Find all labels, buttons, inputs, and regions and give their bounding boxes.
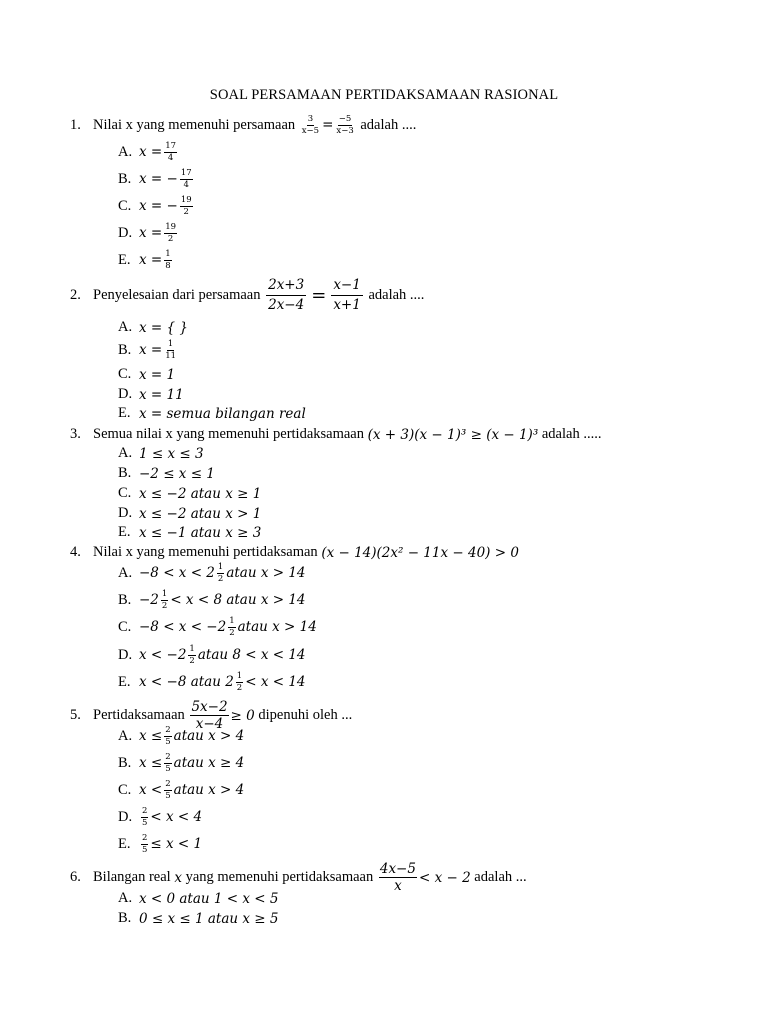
option-3a[interactable]: A. 1 ≤ x ≤ 3 [118,445,204,462]
option-3d[interactable]: D. x ≤ −2 atau x > 1 [118,505,262,522]
option-1b[interactable]: B. x = − $\frac{17}{4}$ [118,168,192,190]
fraction: $\frac{1}{11}$ [165,339,177,361]
question-tail: adalah .... [360,116,417,133]
option-5e[interactable]: E. $\frac{2}{5}$ ≤ x < 1 [118,833,203,855]
question-number: 5. [70,707,81,724]
question-number: 6. [70,869,81,886]
option-4b[interactable]: B. −2 $\frac{1}{2}$ < x < 8 atau x > 14 [118,589,306,611]
question-text: Nilai x yang memenuhi persamaan [93,116,296,133]
fraction: $\frac{1}{2}$ [189,644,195,666]
question-3 [70,426,728,443]
inequality: (x + 3)(x − 1)³ ≥ (x − 1)³ [367,426,539,443]
fraction: $\frac{17}{4}$ [165,141,177,163]
question-text: Penyelesaian dari persamaan [93,286,261,303]
question-1: 1. Nilai x yang memenuhi persamaan $\frac{3}{x-5}$ = $\frac{-5}{x-3}$ adalah .... [70,114,417,136]
question-number: 4. [70,544,81,560]
option-3c[interactable]: C. x ≤ −2 atau x ≥ 1 [118,485,262,502]
fraction: $\frac{1}{2}$ [217,562,224,584]
fraction: $\frac{2}{5}$ [142,806,148,828]
option-4a[interactable]: A. −8 < x < 2 $\frac{1}{2}$ atau x > 14 [118,562,306,584]
option-1d[interactable]: D. x = $\frac{19}{2}$ [118,222,177,244]
question-tail: adalah ..... [541,426,602,442]
option-2c[interactable]: C. x = 1 [118,366,176,383]
question-text: Nilai x yang memenuhi pertidaksaman [93,544,318,560]
question-6: 6. Bilangan real x yang memenuhi pertidaksamaan $\frac{4x-5}{x}$ < x − 2 adalah ... [70,861,527,895]
question-number: 3. [70,426,81,442]
fraction: $\frac{1}{2}$ [229,616,235,638]
option-5a[interactable]: A. x ≤ $\frac{2}{5}$ atau x > 4 [118,725,245,747]
option-5c[interactable]: C. x < $\frac{2}{5}$ atau x > 4 [118,779,245,801]
fraction: $\frac{1}{2}$ [161,589,168,611]
question-tail: dipenuhi oleh ... [258,707,353,724]
option-3b[interactable]: B. −2 ≤ x ≤ 1 [118,465,215,482]
question-2: 2. Penyelesaian dari persamaan $\frac{2x+3}{2x-4}$ = $\frac{x-1}{x+1}$ adalah .... [70,277,425,313]
option-1a[interactable]: A. x = $\frac{17}{4}$ [118,141,177,163]
fraction: $\frac{17}{4}$ [180,168,192,190]
option-2b[interactable]: B. x = $\frac{1}{11}$ [118,339,177,361]
option-6a[interactable]: A. x < 0 atau 1 < x < 5 [118,890,279,907]
question-text: Bilangan real [93,869,171,886]
question-text: Semua nilai x yang memenuhi pertidaksamaan [93,426,364,442]
fraction: $\frac{x-1}{x+1}$ [333,277,361,313]
option-1e[interactable]: E. x = $\frac{1}{8}$ [118,249,171,271]
option-3e[interactable]: E. x ≤ −1 atau x ≥ 3 [118,524,262,541]
question-text: Pertidaksamaan [93,707,185,724]
fraction: $\frac{2}{5}$ [142,833,148,855]
question-4 [70,544,728,561]
fraction: $\frac{-5}{x-3}$ [336,114,354,136]
option-2e[interactable]: E. x = semua bilangan real [118,405,306,422]
fraction: $\frac{4x-5}{x}$ [379,861,416,895]
option-4e[interactable]: E. x < −8 atau 2 $\frac{1}{2}$ < x < 14 [118,671,306,693]
inequality: (x − 14)(2x² − 11x − 40) > 0 [321,544,519,561]
fraction: $\frac{1}{2}$ [236,671,243,693]
question-number: 1. [70,116,81,133]
question-number: 2. [70,286,81,303]
option-4c[interactable]: C. −8 < x < −2 $\frac{1}{2}$ atau x > 14 [118,616,317,638]
fraction: $\frac{2}{5}$ [165,752,171,774]
option-2a[interactable]: A. x = { } [118,319,188,336]
fraction: $\frac{2}{5}$ [165,779,171,801]
option-5b[interactable]: B. x ≤ $\frac{2}{5}$ atau x ≥ 4 [118,752,245,774]
fraction: $\frac{2x+3}{2x-4}$ [268,277,305,313]
fraction: $\frac{5x-2}{x-4}$ [191,699,228,733]
question-tail: adalah .... [368,286,425,303]
fraction: $\frac{3}{x-5}$ [301,114,320,136]
question-5: 5. Pertidaksamaan $\frac{5x-2}{x-4}$ ≥ 0 dipenuhi oleh ... [70,699,353,733]
question-tail: adalah ... [474,869,527,886]
page-title: SOAL PERSAMAAN PERTIDAKSAMAAN RASIONAL [209,87,559,103]
fraction: $\frac{2}{5}$ [165,725,171,747]
fraction: $\frac{19}{2}$ [165,222,177,244]
question-text: yang memenuhi pertidaksamaan [185,869,374,886]
option-2d[interactable]: D. x = 11 [118,386,184,403]
fraction: $\frac{1}{8}$ [165,249,171,271]
option-6b[interactable]: B. 0 ≤ x ≤ 1 atau x ≥ 5 [118,910,279,927]
option-4d[interactable]: D. x < −2 $\frac{1}{2}$ atau 8 < x < 14 [118,644,306,666]
option-1c[interactable]: C. x = − $\frac{19}{2}$ [118,195,192,217]
fraction: $\frac{19}{2}$ [180,195,192,217]
option-5d[interactable]: D. $\frac{2}{5}$ < x < 4 [118,806,203,828]
